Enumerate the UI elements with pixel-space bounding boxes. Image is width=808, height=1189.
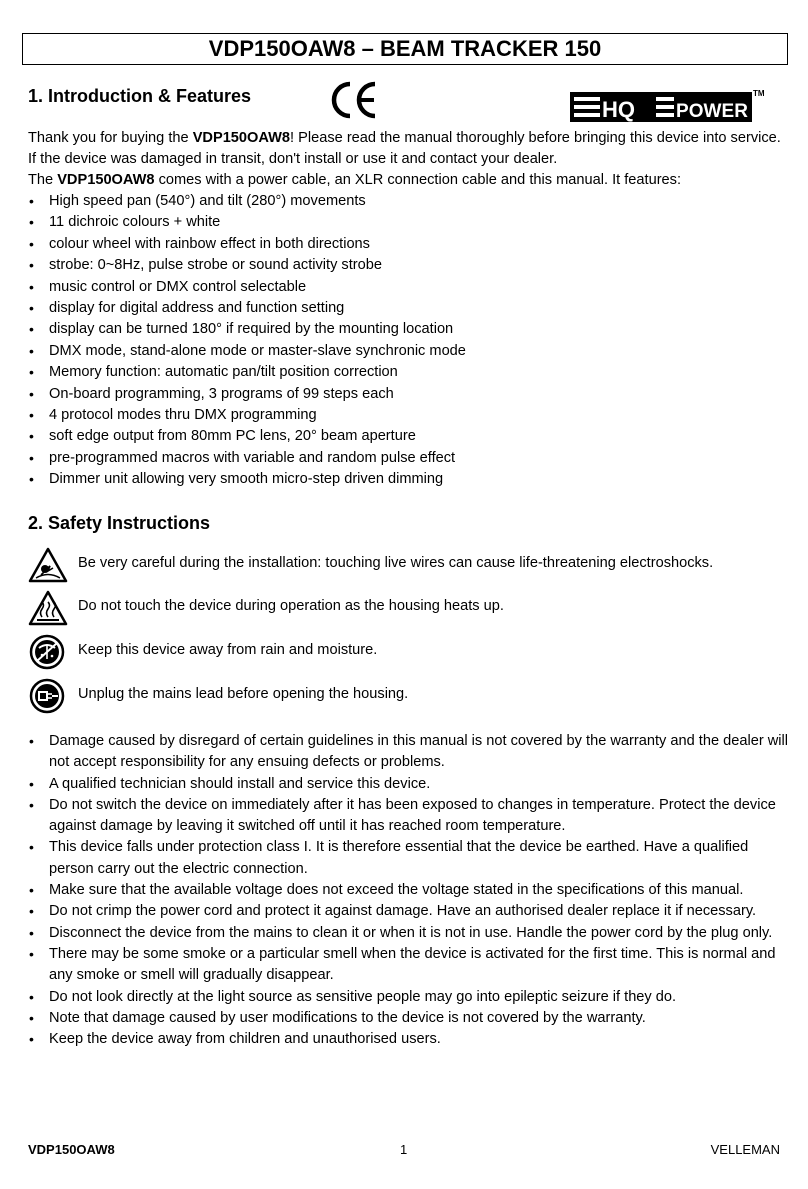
ce-mark-logo: [330, 80, 380, 120]
feature-item: • strobe: 0~8Hz, pulse strobe or sound activity strobe: [28, 255, 788, 276]
feature-item: • On-board programming, 3 programs of 99 steps each: [28, 384, 788, 405]
feature-item: • display for digital address and function setting: [28, 298, 788, 319]
safety-item: • Keep the device away from children and unauthorised users.: [28, 1029, 788, 1050]
feature-item: • colour wheel with rainbow effect in both directions: [28, 234, 788, 255]
hot-surface-warning-icon: [28, 590, 68, 626]
warning-text: Unplug the mains lead before opening the housing.: [78, 686, 409, 702]
intro-line-2: If the device was damaged in transit, don't install or use it and contact your dealer.: [28, 151, 558, 167]
unplug-mains-icon: [28, 678, 68, 714]
safety-item: • A qualified technician should install and service this device.: [28, 774, 788, 795]
electric-shock-warning-icon: [28, 547, 68, 583]
warning-text: Keep this device away from rain and moisture.: [78, 642, 378, 658]
features-list: [28, 191, 788, 491]
footer-page-number: 1: [400, 1142, 408, 1157]
tm-text: TM: [753, 89, 765, 98]
no-rain-moisture-icon: [28, 634, 68, 670]
feature-item: • music control or DMX control selectable: [28, 277, 788, 298]
feature-item: • High speed pan (540°) and tilt (280°) movements: [28, 191, 788, 212]
footer-model: VDP150OAW8: [28, 1142, 115, 1157]
feature-item: • 11 dichroic colours + white: [28, 212, 788, 233]
warning-row-electric: [28, 547, 788, 581]
safety-instructions-list: [28, 731, 788, 1050]
warning-text: Do not touch the device during operation as the housing heats up.: [78, 598, 504, 614]
feature-item: • display can be turned 180° if required by the mounting location: [28, 319, 788, 340]
safety-item: • Do not crimp the power cord and protect it against damage. Have an authorised dealer replace it if necessary.: [28, 901, 788, 922]
page-title: VDP150OAW8 – BEAM TRACKER 150: [22, 33, 788, 65]
feature-item: • 4 protocol modes thru DMX programming: [28, 405, 788, 426]
feature-item: • soft edge output from 80mm PC lens, 20° beam aperture: [28, 426, 788, 447]
safety-item: • Do not look directly at the light source as sensitive people may go into epileptic seizure if they do.: [28, 987, 788, 1008]
warning-row-hot: [28, 590, 788, 624]
feature-item: • pre-programmed macros with variable and random pulse effect: [28, 448, 788, 469]
safety-item: • There may be some smoke or a particular smell when the device is activated for the first time. This is normal and any smoke or smell will gradually disappear.: [28, 944, 788, 987]
safety-item: • Disconnect the device from the mains to clean it or when it is not in use. Handle the power cord by the plug only.: [28, 923, 788, 944]
warning-text: Be very careful during the installation: touching live wires can cause life-threatening electroshocks.: [78, 555, 714, 571]
safety-item: • Damage caused by disregard of certain guidelines in this manual is not covered by the warranty and the dealer will not accept responsibility for any ensuing defects or problems.: [28, 731, 788, 774]
safety-item: • Make sure that the available voltage does not exceed the voltage stated in the specifications of this manual.: [28, 880, 788, 901]
feature-item: • Memory function: automatic pan/tilt position correction: [28, 362, 788, 383]
feature-item: • DMX mode, stand-alone mode or master-slave synchronic mode: [28, 341, 788, 362]
safety-item: • This device falls under protection class I. It is therefore essential that the device be earthed. Have a qualified person carry out the electric connection.: [28, 837, 788, 880]
power-text: POWER: [676, 101, 748, 122]
feature-item: • Dimmer unit allowing very smooth micro-step driven dimming: [28, 469, 788, 490]
warning-row-moisture: [28, 634, 788, 668]
section-1-heading: 1. Introduction & Features: [28, 86, 252, 106]
hq-text: HQ: [602, 97, 635, 122]
safety-item: • Note that damage caused by user modifications to the device is not covered by the warranty.: [28, 1008, 788, 1029]
safety-item: • Do not switch the device on immediately after it has been exposed to changes in temperature. Protect the device against damage by leaving it switched off until it has reached room temperature.: [28, 795, 788, 838]
warning-row-unplug: [28, 678, 788, 712]
section-2-heading: 2. Safety Instructions: [28, 513, 211, 533]
footer-brand: VELLEMAN: [710, 1142, 780, 1157]
hq-power-logo: [570, 84, 770, 124]
intro-line-3: The VDP150OAW8 comes with a power cable, an XLR connection cable and this manual. It features:: [28, 172, 682, 188]
intro-line-1: Thank you for buying the VDP150OAW8! Please read the manual thoroughly before bringing this device into service.: [28, 130, 781, 146]
